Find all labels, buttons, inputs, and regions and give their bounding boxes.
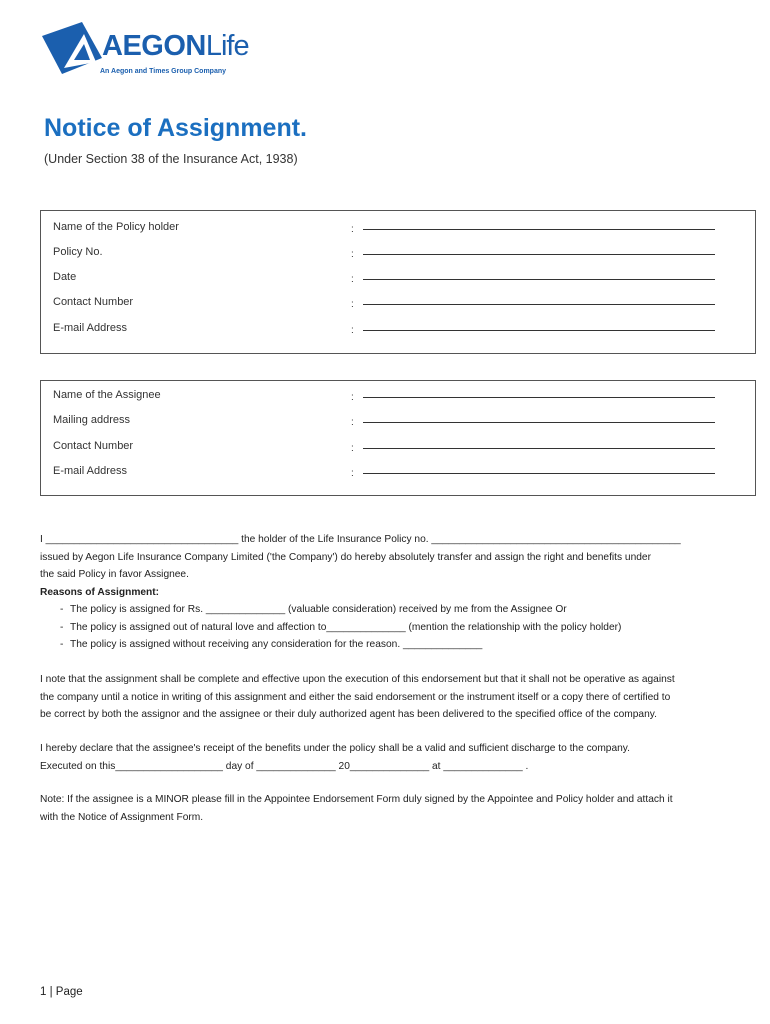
note-line: be correct by both the assignor and the assignee or their duly authorized agent has been delivered to the specified office of the company. <box>40 709 657 720</box>
policy-holder-name-field[interactable] <box>363 229 715 230</box>
reason-item: - The policy is assigned without receiving any consideration for the reason. ______________ <box>40 636 756 654</box>
logo-wordmark <box>102 30 249 63</box>
policy-holder-name-row <box>53 221 715 235</box>
field-label: Name of the Assignee <box>53 389 161 401</box>
assignment-statement <box>40 531 756 654</box>
field-colon: : <box>351 274 354 285</box>
assignee-email-row <box>53 465 715 479</box>
reason-item: - The policy is assigned for Rs. ______________ (valuable consideration) received by me from the Assignee Or <box>40 601 756 619</box>
reason-item: - The policy is assigned out of natural love and affection to______________ (mention the relationship with the policy holder) <box>40 619 756 637</box>
field-colon: : <box>351 299 354 310</box>
date-row <box>53 271 715 285</box>
policy-no-field[interactable] <box>363 254 715 255</box>
aegon-life-logo <box>40 22 260 84</box>
field-colon: : <box>351 468 354 479</box>
assignee-contact-number-row <box>53 440 715 454</box>
field-label: E-mail Address <box>53 322 127 334</box>
reasons-heading: Reasons of Assignment: <box>40 586 160 598</box>
holder-email-field[interactable] <box>363 330 715 331</box>
declaration <box>40 740 756 775</box>
field-colon: : <box>351 417 354 428</box>
policy-holder-section <box>40 210 756 354</box>
minor-note <box>40 791 756 826</box>
mailing-address-field[interactable] <box>363 422 715 423</box>
field-label: Mailing address <box>53 414 131 426</box>
statement-line: I __________________________________ the holder of the Life Insurance Policy no. ____________________________________________ <box>40 534 681 545</box>
execution-line: Executed on this___________________ day of ______________ 20______________ at ______________ . <box>40 760 529 772</box>
effectiveness-note <box>40 671 756 724</box>
field-colon: : <box>351 443 354 454</box>
assignee-name-row <box>53 389 715 403</box>
declaration-line: I hereby declare that the assignee's receipt of the benefits under the policy shall be a valid and sufficient discharge to the company. <box>40 743 630 754</box>
field-label: Contact Number <box>53 296 134 308</box>
field-colon: : <box>351 392 354 403</box>
field-label: Policy No. <box>53 246 103 258</box>
minor-note-line: with the Notice of Assignment Form. <box>40 811 204 823</box>
assignee-name-field[interactable] <box>363 397 715 398</box>
note-line: the company until a notice in writing of this assignment and either the said endorsement or the instrument itself or a copy there of certified to <box>40 691 671 703</box>
holder-contact-number-row <box>53 296 715 310</box>
note-line: I note that the assignment shall be complete and effective upon the execution of this endorsement but that it shall not be operative as against <box>40 674 675 685</box>
logo-brand-suffix: Life <box>205 30 249 62</box>
field-colon: : <box>351 249 354 260</box>
page-number: 1 | Page <box>40 986 83 998</box>
date-field[interactable] <box>363 279 715 280</box>
logo-tagline: An Aegon and Times Group Company <box>100 68 227 75</box>
field-colon: : <box>351 325 354 336</box>
field-label: Contact Number <box>53 440 134 452</box>
field-label: E-mail Address <box>53 465 127 477</box>
field-label: Name of the Policy holder <box>53 221 179 233</box>
page-title: Notice of Assignment. <box>44 114 307 142</box>
assignee-contact-number-field[interactable] <box>363 448 715 449</box>
statement-line: issued by Aegon Life Insurance Company Limited ('the Company') do hereby absolutely transfer and assign the right and benefits under <box>40 551 651 563</box>
assignee-email-field[interactable] <box>363 473 715 474</box>
logo-brand: AEGON <box>102 30 206 62</box>
minor-note-line: Note: If the assignee is a MINOR please fill in the Appointee Endorsement Form duly signed by the Appointee and Policy holder and attach it <box>40 794 673 805</box>
field-colon: : <box>351 224 354 235</box>
reasons-list <box>40 601 756 654</box>
holder-contact-number-field[interactable] <box>363 304 715 305</box>
page-subtitle: (Under Section 38 of the Insurance Act, 1938) <box>44 152 298 166</box>
holder-email-row <box>53 322 715 336</box>
statement-line: the said Policy in favor Assignee. <box>40 569 189 580</box>
policy-no-row <box>53 246 715 260</box>
mailing-address-row <box>53 414 715 428</box>
assignee-section <box>40 380 756 496</box>
field-label: Date <box>53 271 77 283</box>
